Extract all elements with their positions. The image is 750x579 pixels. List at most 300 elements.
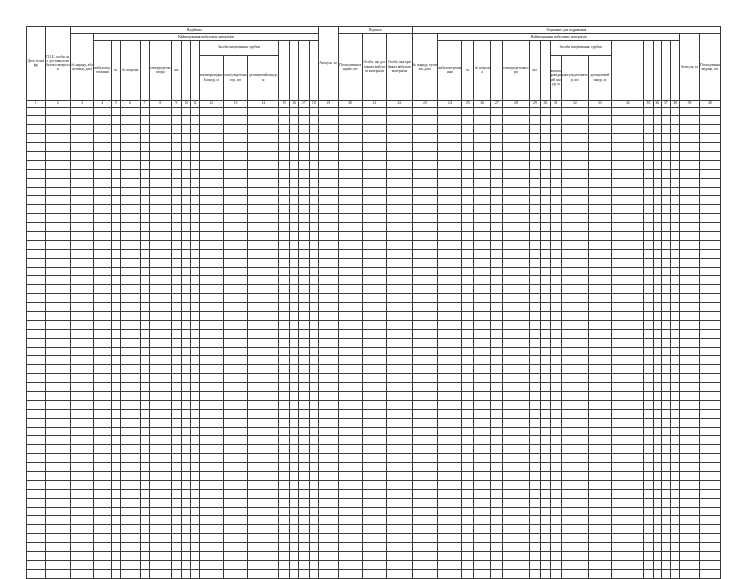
table-cell[interactable] <box>120 223 140 232</box>
table-cell[interactable] <box>338 303 362 312</box>
table-cell[interactable] <box>299 329 309 338</box>
table-cell[interactable] <box>27 374 46 383</box>
table-cell[interactable] <box>223 463 247 472</box>
table-cell[interactable] <box>699 303 720 312</box>
table-cell[interactable] <box>140 303 149 312</box>
table-cell[interactable] <box>223 249 247 258</box>
table-cell[interactable] <box>45 178 70 187</box>
table-cell[interactable] <box>611 276 643 285</box>
table-cell[interactable] <box>644 223 653 232</box>
table-cell[interactable] <box>191 498 199 507</box>
table-cell[interactable] <box>661 223 670 232</box>
table-cell[interactable] <box>529 436 541 445</box>
table-cell[interactable] <box>120 205 140 214</box>
table-cell[interactable] <box>699 249 720 258</box>
table-cell[interactable] <box>279 543 289 552</box>
table-cell[interactable] <box>248 560 279 569</box>
table-cell[interactable] <box>248 338 279 347</box>
table-cell[interactable] <box>588 489 611 498</box>
table-cell[interactable] <box>149 516 171 525</box>
table-cell[interactable] <box>299 311 309 320</box>
table-cell[interactable] <box>562 338 589 347</box>
table-cell[interactable] <box>338 445 362 454</box>
table-cell[interactable] <box>412 187 437 196</box>
table-cell[interactable] <box>182 569 191 578</box>
table-cell[interactable] <box>412 320 437 329</box>
table-cell[interactable] <box>71 392 94 401</box>
table-cell[interactable] <box>529 383 541 392</box>
table-cell[interactable] <box>120 303 140 312</box>
table-cell[interactable] <box>111 151 120 160</box>
table-cell[interactable] <box>318 392 338 401</box>
table-cell[interactable] <box>309 418 318 427</box>
table-cell[interactable] <box>318 356 338 365</box>
table-cell[interactable] <box>279 276 289 285</box>
table-cell[interactable] <box>387 463 413 472</box>
table-cell[interactable] <box>611 454 643 463</box>
table-cell[interactable] <box>541 400 550 409</box>
table-cell[interactable] <box>491 445 503 454</box>
table-cell[interactable] <box>248 160 279 169</box>
table-cell[interactable] <box>670 311 679 320</box>
table-cell[interactable] <box>248 294 279 303</box>
table-cell[interactable] <box>248 125 279 134</box>
table-cell[interactable] <box>670 107 679 116</box>
table-cell[interactable] <box>653 516 661 525</box>
table-cell[interactable] <box>71 552 94 561</box>
table-cell[interactable] <box>27 516 46 525</box>
table-cell[interactable] <box>362 178 386 187</box>
table-cell[interactable] <box>223 276 247 285</box>
table-cell[interactable] <box>338 543 362 552</box>
table-cell[interactable] <box>653 409 661 418</box>
table-cell[interactable] <box>562 125 589 134</box>
table-cell[interactable] <box>670 445 679 454</box>
table-cell[interactable] <box>248 107 279 116</box>
table-cell[interactable] <box>503 249 530 258</box>
table-cell[interactable] <box>362 160 386 169</box>
table-cell[interactable] <box>45 107 70 116</box>
table-cell[interactable] <box>438 294 462 303</box>
table-cell[interactable] <box>653 303 661 312</box>
table-cell[interactable] <box>670 560 679 569</box>
table-cell[interactable] <box>279 214 289 223</box>
table-cell[interactable] <box>299 276 309 285</box>
table-cell[interactable] <box>318 525 338 534</box>
table-cell[interactable] <box>462 329 474 338</box>
table-cell[interactable] <box>387 134 413 143</box>
table-cell[interactable] <box>474 525 491 534</box>
table-cell[interactable] <box>191 569 199 578</box>
table-cell[interactable] <box>171 436 181 445</box>
table-cell[interactable] <box>191 303 199 312</box>
table-cell[interactable] <box>223 240 247 249</box>
table-cell[interactable] <box>661 552 670 561</box>
table-cell[interactable] <box>699 143 720 152</box>
table-cell[interactable] <box>462 151 474 160</box>
table-cell[interactable] <box>588 134 611 143</box>
table-cell[interactable] <box>491 320 503 329</box>
table-cell[interactable] <box>529 320 541 329</box>
table-cell[interactable] <box>438 311 462 320</box>
table-cell[interactable] <box>503 356 530 365</box>
table-cell[interactable] <box>171 418 181 427</box>
table-cell[interactable] <box>699 240 720 249</box>
table-cell[interactable] <box>611 516 643 525</box>
table-cell[interactable] <box>611 214 643 223</box>
table-cell[interactable] <box>120 552 140 561</box>
table-cell[interactable] <box>503 472 530 481</box>
table-cell[interactable] <box>199 285 223 294</box>
table-cell[interactable] <box>279 169 289 178</box>
table-cell[interactable] <box>699 214 720 223</box>
table-cell[interactable] <box>680 214 700 223</box>
table-cell[interactable] <box>670 409 679 418</box>
table-cell[interactable] <box>412 543 437 552</box>
table-cell[interactable] <box>541 311 550 320</box>
table-cell[interactable] <box>412 169 437 178</box>
table-cell[interactable] <box>318 125 338 134</box>
table-cell[interactable] <box>474 507 491 516</box>
table-cell[interactable] <box>171 151 181 160</box>
table-cell[interactable] <box>199 107 223 116</box>
table-cell[interactable] <box>562 231 589 240</box>
table-cell[interactable] <box>680 311 700 320</box>
table-cell[interactable] <box>289 143 298 152</box>
table-cell[interactable] <box>94 187 111 196</box>
table-cell[interactable] <box>644 249 653 258</box>
table-cell[interactable] <box>71 214 94 223</box>
table-cell[interactable] <box>45 303 70 312</box>
table-cell[interactable] <box>149 543 171 552</box>
table-cell[interactable] <box>562 569 589 578</box>
table-cell[interactable] <box>338 569 362 578</box>
table-cell[interactable] <box>387 223 413 232</box>
table-cell[interactable] <box>248 400 279 409</box>
table-cell[interactable] <box>45 160 70 169</box>
table-cell[interactable] <box>491 116 503 125</box>
table-cell[interactable] <box>71 445 94 454</box>
table-cell[interactable] <box>299 303 309 312</box>
table-cell[interactable] <box>182 374 191 383</box>
table-cell[interactable] <box>541 160 550 169</box>
table-cell[interactable] <box>661 498 670 507</box>
table-cell[interactable] <box>71 320 94 329</box>
table-cell[interactable] <box>223 258 247 267</box>
table-cell[interactable] <box>94 169 111 178</box>
table-cell[interactable] <box>653 383 661 392</box>
table-cell[interactable] <box>387 347 413 356</box>
table-cell[interactable] <box>111 258 120 267</box>
table-cell[interactable] <box>611 143 643 152</box>
table-cell[interactable] <box>362 320 386 329</box>
table-cell[interactable] <box>338 134 362 143</box>
table-cell[interactable] <box>171 409 181 418</box>
table-cell[interactable] <box>387 418 413 427</box>
table-cell[interactable] <box>474 276 491 285</box>
table-cell[interactable] <box>491 240 503 249</box>
table-cell[interactable] <box>171 249 181 258</box>
table-cell[interactable] <box>699 223 720 232</box>
table-cell[interactable] <box>462 427 474 436</box>
table-cell[interactable] <box>412 418 437 427</box>
table-cell[interactable] <box>199 356 223 365</box>
table-cell[interactable] <box>462 472 474 481</box>
table-cell[interactable] <box>412 338 437 347</box>
table-cell[interactable] <box>309 205 318 214</box>
table-cell[interactable] <box>289 383 298 392</box>
table-cell[interactable] <box>45 311 70 320</box>
table-cell[interactable] <box>45 267 70 276</box>
table-cell[interactable] <box>562 383 589 392</box>
table-cell[interactable] <box>503 534 530 543</box>
table-cell[interactable] <box>661 489 670 498</box>
table-cell[interactable] <box>223 374 247 383</box>
table-cell[interactable] <box>588 436 611 445</box>
table-cell[interactable] <box>299 107 309 116</box>
table-cell[interactable] <box>588 125 611 134</box>
table-cell[interactable] <box>588 507 611 516</box>
table-cell[interactable] <box>338 294 362 303</box>
table-cell[interactable] <box>279 454 289 463</box>
table-cell[interactable] <box>199 365 223 374</box>
table-cell[interactable] <box>71 169 94 178</box>
table-cell[interactable] <box>338 143 362 152</box>
table-cell[interactable] <box>309 392 318 401</box>
table-cell[interactable] <box>299 507 309 516</box>
table-cell[interactable] <box>670 516 679 525</box>
table-cell[interactable] <box>111 223 120 232</box>
table-cell[interactable] <box>94 205 111 214</box>
table-cell[interactable] <box>611 560 643 569</box>
table-cell[interactable] <box>474 169 491 178</box>
table-cell[interactable] <box>248 543 279 552</box>
table-cell[interactable] <box>27 392 46 401</box>
table-cell[interactable] <box>491 267 503 276</box>
table-cell[interactable] <box>182 347 191 356</box>
table-cell[interactable] <box>412 463 437 472</box>
table-cell[interactable] <box>680 303 700 312</box>
table-cell[interactable] <box>550 107 562 116</box>
table-cell[interactable] <box>120 472 140 481</box>
table-cell[interactable] <box>462 560 474 569</box>
table-cell[interactable] <box>653 480 661 489</box>
table-cell[interactable] <box>562 463 589 472</box>
table-cell[interactable] <box>412 116 437 125</box>
table-cell[interactable] <box>299 480 309 489</box>
table-cell[interactable] <box>94 552 111 561</box>
table-cell[interactable] <box>191 400 199 409</box>
table-cell[interactable] <box>562 205 589 214</box>
table-cell[interactable] <box>279 320 289 329</box>
table-cell[interactable] <box>529 134 541 143</box>
table-cell[interactable] <box>699 525 720 534</box>
table-cell[interactable] <box>120 427 140 436</box>
table-cell[interactable] <box>309 223 318 232</box>
table-cell[interactable] <box>529 525 541 534</box>
table-cell[interactable] <box>387 374 413 383</box>
table-cell[interactable] <box>529 534 541 543</box>
table-cell[interactable] <box>289 498 298 507</box>
table-cell[interactable] <box>248 347 279 356</box>
table-cell[interactable] <box>541 240 550 249</box>
table-cell[interactable] <box>182 436 191 445</box>
table-cell[interactable] <box>94 178 111 187</box>
table-cell[interactable] <box>182 134 191 143</box>
table-cell[interactable] <box>503 374 530 383</box>
table-cell[interactable] <box>191 525 199 534</box>
table-cell[interactable] <box>362 249 386 258</box>
table-cell[interactable] <box>474 489 491 498</box>
table-cell[interactable] <box>541 365 550 374</box>
table-cell[interactable] <box>387 267 413 276</box>
table-cell[interactable] <box>140 329 149 338</box>
table-cell[interactable] <box>562 543 589 552</box>
table-cell[interactable] <box>27 214 46 223</box>
table-cell[interactable] <box>611 356 643 365</box>
table-cell[interactable] <box>318 134 338 143</box>
table-cell[interactable] <box>199 249 223 258</box>
table-cell[interactable] <box>289 454 298 463</box>
table-cell[interactable] <box>299 285 309 294</box>
table-cell[interactable] <box>171 489 181 498</box>
table-cell[interactable] <box>680 267 700 276</box>
table-cell[interactable] <box>362 463 386 472</box>
table-cell[interactable] <box>412 143 437 152</box>
table-cell[interactable] <box>223 365 247 374</box>
table-cell[interactable] <box>644 125 653 134</box>
table-cell[interactable] <box>661 516 670 525</box>
table-cell[interactable] <box>387 311 413 320</box>
table-cell[interactable] <box>670 267 679 276</box>
table-cell[interactable] <box>670 507 679 516</box>
table-cell[interactable] <box>71 489 94 498</box>
table-cell[interactable] <box>653 507 661 516</box>
table-cell[interactable] <box>550 409 562 418</box>
table-cell[interactable] <box>661 338 670 347</box>
table-cell[interactable] <box>182 392 191 401</box>
table-cell[interactable] <box>503 267 530 276</box>
table-cell[interactable] <box>699 125 720 134</box>
table-cell[interactable] <box>611 392 643 401</box>
table-cell[interactable] <box>699 116 720 125</box>
table-cell[interactable] <box>149 187 171 196</box>
table-cell[interactable] <box>387 169 413 178</box>
table-cell[interactable] <box>111 267 120 276</box>
table-cell[interactable] <box>562 267 589 276</box>
table-cell[interactable] <box>149 196 171 205</box>
table-cell[interactable] <box>491 400 503 409</box>
table-cell[interactable] <box>491 151 503 160</box>
table-cell[interactable] <box>550 463 562 472</box>
table-cell[interactable] <box>279 347 289 356</box>
table-cell[interactable] <box>562 294 589 303</box>
table-cell[interactable] <box>438 338 462 347</box>
table-cell[interactable] <box>27 178 46 187</box>
table-cell[interactable] <box>503 143 530 152</box>
table-cell[interactable] <box>94 311 111 320</box>
table-cell[interactable] <box>387 454 413 463</box>
table-cell[interactable] <box>223 223 247 232</box>
table-cell[interactable] <box>550 507 562 516</box>
table-cell[interactable] <box>541 525 550 534</box>
table-cell[interactable] <box>412 285 437 294</box>
table-cell[interactable] <box>699 409 720 418</box>
table-cell[interactable] <box>412 498 437 507</box>
table-cell[interactable] <box>474 392 491 401</box>
table-cell[interactable] <box>362 400 386 409</box>
table-cell[interactable] <box>661 560 670 569</box>
table-cell[interactable] <box>474 125 491 134</box>
table-cell[interactable] <box>644 205 653 214</box>
table-cell[interactable] <box>299 196 309 205</box>
table-cell[interactable] <box>550 178 562 187</box>
table-cell[interactable] <box>171 267 181 276</box>
table-cell[interactable] <box>588 569 611 578</box>
table-cell[interactable] <box>541 320 550 329</box>
table-cell[interactable] <box>680 543 700 552</box>
table-cell[interactable] <box>71 560 94 569</box>
table-cell[interactable] <box>670 472 679 481</box>
table-cell[interactable] <box>318 303 338 312</box>
table-cell[interactable] <box>680 560 700 569</box>
table-cell[interactable] <box>171 374 181 383</box>
table-cell[interactable] <box>541 516 550 525</box>
table-cell[interactable] <box>171 560 181 569</box>
table-cell[interactable] <box>199 294 223 303</box>
table-cell[interactable] <box>171 276 181 285</box>
table-cell[interactable] <box>438 320 462 329</box>
table-cell[interactable] <box>387 231 413 240</box>
table-cell[interactable] <box>462 489 474 498</box>
table-cell[interactable] <box>289 311 298 320</box>
table-cell[interactable] <box>644 258 653 267</box>
table-cell[interactable] <box>149 285 171 294</box>
table-cell[interactable] <box>550 427 562 436</box>
table-cell[interactable] <box>279 436 289 445</box>
table-cell[interactable] <box>529 214 541 223</box>
table-cell[interactable] <box>387 498 413 507</box>
table-cell[interactable] <box>248 552 279 561</box>
table-cell[interactable] <box>279 383 289 392</box>
table-cell[interactable] <box>412 178 437 187</box>
table-cell[interactable] <box>653 231 661 240</box>
table-cell[interactable] <box>223 196 247 205</box>
table-cell[interactable] <box>140 267 149 276</box>
table-cell[interactable] <box>412 329 437 338</box>
table-cell[interactable] <box>661 534 670 543</box>
table-cell[interactable] <box>318 383 338 392</box>
table-cell[interactable] <box>191 507 199 516</box>
table-cell[interactable] <box>45 329 70 338</box>
table-cell[interactable] <box>491 205 503 214</box>
table-cell[interactable] <box>248 223 279 232</box>
table-cell[interactable] <box>529 489 541 498</box>
table-cell[interactable] <box>171 143 181 152</box>
table-cell[interactable] <box>171 116 181 125</box>
table-cell[interactable] <box>223 125 247 134</box>
table-cell[interactable] <box>120 445 140 454</box>
table-cell[interactable] <box>71 329 94 338</box>
table-cell[interactable] <box>503 400 530 409</box>
table-cell[interactable] <box>670 463 679 472</box>
table-cell[interactable] <box>699 356 720 365</box>
table-cell[interactable] <box>71 409 94 418</box>
table-cell[interactable] <box>474 552 491 561</box>
table-cell[interactable] <box>438 445 462 454</box>
table-cell[interactable] <box>199 409 223 418</box>
table-cell[interactable] <box>699 516 720 525</box>
